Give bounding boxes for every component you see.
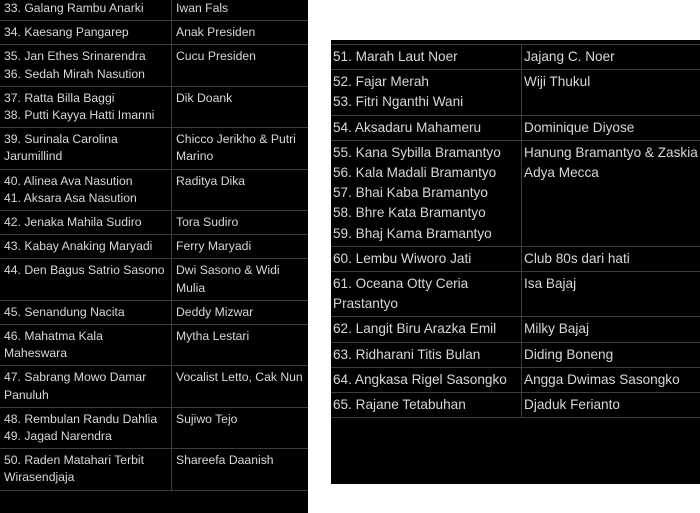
parent-name-cell: Dominique Diyose — [522, 115, 700, 140]
child-name: 45. Senandung Nacita — [4, 304, 125, 319]
child-name: 52. Fajar Merah — [333, 74, 429, 90]
child-names-cell — [331, 246, 522, 271]
child-name: 34. Kaesang Pangarep — [4, 25, 129, 40]
child-names-cell — [0, 21, 172, 45]
table-row — [0, 128, 308, 169]
parent-name-cell: Tora Sudiro — [172, 211, 309, 235]
parent-name-cell: Club 80s dari hati — [522, 246, 700, 271]
child-name: 48. Rembulan Randu Dahlia — [4, 411, 158, 426]
table-row — [0, 366, 308, 407]
child-name: 39. Surinala Carolina Jarumillind — [4, 132, 118, 164]
child-name: 58. Bhre Kata Bramantyo — [333, 205, 486, 221]
parent-name-cell: Anak Presiden — [172, 21, 309, 45]
parent-name-cell: Djaduk Ferianto — [522, 393, 700, 418]
child-names-cell — [331, 317, 522, 342]
child-name: 54. Aksadaru Mahameru — [333, 119, 482, 135]
child-names-cell — [0, 169, 172, 210]
parent-name-cell: Shareefa Daanish — [172, 449, 309, 490]
table-row — [331, 272, 700, 317]
child-names-cell — [0, 86, 172, 127]
left-table-panel — [0, 0, 308, 513]
child-name: 59. Bhaj Kama Bramantyo — [333, 225, 492, 241]
table-row — [331, 367, 700, 392]
parent-name-cell: Diding Boneng — [522, 342, 700, 367]
child-names-cell — [0, 45, 172, 86]
parent-name-cell: Deddy Mizwar — [172, 300, 309, 324]
child-names-cell — [0, 366, 172, 407]
child-names-cell — [331, 115, 522, 140]
child-names-cell — [0, 235, 172, 259]
parent-name-cell: Vocalist Letto, Cak Nun — [172, 366, 309, 407]
parent-name-cell: Iwan Fals — [172, 0, 309, 21]
child-names-cell — [331, 272, 522, 317]
child-names-cell — [0, 128, 172, 169]
table-row — [331, 317, 700, 342]
parent-name-cell: Dik Doank — [172, 86, 309, 127]
table-row — [331, 393, 700, 418]
table-row — [0, 21, 308, 45]
table-row — [331, 115, 700, 140]
child-names-cell — [0, 449, 172, 490]
table-row — [0, 407, 308, 448]
child-name: 33. Galang Rambu Anarki — [4, 1, 144, 15]
child-names-cell — [0, 300, 172, 324]
child-name: 41. Aksara Asa Nasution — [4, 190, 137, 205]
parent-name-cell: Wiji Thukul — [522, 70, 700, 115]
child-name: 47. Sabrang Mowo Damar Panuluh — [4, 370, 147, 402]
parent-name-cell: Dwi Sasono & Widi Mulia — [172, 259, 309, 300]
right-table-body — [331, 45, 700, 418]
child-name: 38. Putti Kayya Hatti Imanni — [4, 108, 155, 123]
parent-name-cell: Mytha Lestari — [172, 325, 309, 366]
child-names-cell — [0, 325, 172, 366]
child-name: 42. Jenaka Mahila Sudiro — [4, 215, 142, 230]
table-row — [0, 169, 308, 210]
child-names-cell — [331, 393, 522, 418]
child-name: 64. Angkasa Rigel Sasongko — [333, 371, 507, 387]
child-names-cell — [331, 342, 522, 367]
parent-name-cell: Milky Bajaj — [522, 317, 700, 342]
parent-name-cell: Cucu Presiden — [172, 45, 309, 86]
table-row — [0, 0, 308, 21]
child-name: 44. Den Bagus Satrio Sasono — [4, 263, 165, 278]
table-row — [331, 70, 700, 115]
child-name: 35. Jan Ethes Srinarendra — [4, 49, 146, 64]
table-row — [0, 86, 308, 127]
table-row — [331, 140, 700, 246]
child-name: 60. Lembu Wiworo Jati — [333, 250, 472, 266]
child-name: 61. Oceana Otty Ceria Prastantyo — [333, 276, 469, 312]
child-names-cell — [331, 45, 522, 70]
table-row — [0, 235, 308, 259]
parent-name-cell: Sujiwo Tejo — [172, 407, 309, 448]
table-row — [0, 300, 308, 324]
child-name: 65. Rajane Tetabuhan — [333, 397, 466, 413]
child-name: 46. Mahatma Kala Maheswara — [4, 329, 103, 361]
parent-name-cell: Hanung Bramantyo & Zaskia Adya Mecca — [522, 140, 700, 246]
table-row — [0, 45, 308, 86]
child-names-cell — [0, 0, 172, 21]
table-row — [331, 342, 700, 367]
table-row — [331, 246, 700, 271]
child-name: 36. Sedah Mirah Nasution — [4, 66, 145, 81]
child-names-cell — [331, 367, 522, 392]
table-row — [331, 45, 700, 70]
child-names-cell — [0, 259, 172, 300]
child-names-cell — [331, 70, 522, 115]
child-name: 40. Alinea Ava Nasution — [4, 173, 133, 188]
right-names-table — [331, 44, 700, 418]
left-names-table — [0, 0, 308, 491]
child-name: 37. Ratta Billa Baggi — [4, 90, 115, 105]
parent-name-cell: Jajang C. Noer — [522, 45, 700, 70]
child-name: 63. Ridharani Titis Bulan — [333, 346, 481, 362]
table-row — [0, 325, 308, 366]
left-table-body — [0, 0, 308, 490]
right-table-panel — [331, 40, 700, 484]
child-name: 56. Kala Madali Bramantyo — [333, 165, 497, 181]
child-names-cell — [331, 140, 522, 246]
child-name: 53. Fitri Nganthi Wani — [333, 94, 464, 110]
table-row — [0, 449, 308, 490]
child-name: 43. Kabay Anaking Maryadi — [4, 239, 153, 254]
table-row — [0, 211, 308, 235]
table-row — [0, 259, 308, 300]
parent-name-cell: Angga Dwimas Sasongko — [522, 367, 700, 392]
parent-name-cell: Raditya Dika — [172, 169, 309, 210]
child-name: 55. Kana Sybilla Bramantyo — [333, 144, 501, 160]
child-name: 50. Raden Matahari Terbit Wirasendjaja — [4, 453, 145, 485]
parent-name-cell: Isa Bajaj — [522, 272, 700, 317]
child-name: 51. Marah Laut Noer — [333, 49, 458, 64]
child-names-cell — [0, 407, 172, 448]
child-names-cell — [0, 211, 172, 235]
parent-name-cell: Chicco Jerikho & Putri Marino — [172, 128, 309, 169]
child-name: 62. Langit Biru Arazka Emil — [333, 321, 497, 337]
child-name: 49. Jagad Narendra — [4, 429, 112, 444]
parent-name-cell: Ferry Maryadi — [172, 235, 309, 259]
child-name: 57. Bhai Kaba Bramantyo — [333, 185, 488, 201]
